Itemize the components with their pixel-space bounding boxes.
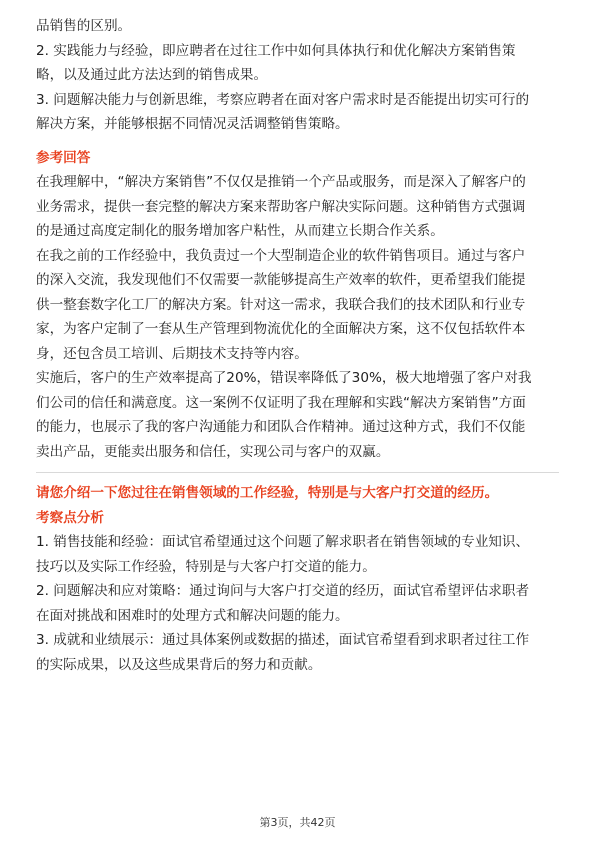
top-section [36,14,559,137]
text-line: 供一整套数字化工厂的解决方案。针对这一需求，我联合我们的技术团队和行业专 [36,296,526,313]
text-line: 在我之前的工作经验中，我负责过一个大型制造企业的软件销售项目。通过与客户 [36,247,526,264]
section-divider [36,472,559,473]
text-line: 3. 问题解决能力与创新思维，考察应聘者在面对客户需求时是否能提出切实可行的 [36,91,530,108]
analysis-heading: 考察点分析 [36,509,104,526]
text-line: 2. 实践能力与经验，即应聘者在过往工作中如何具体执行和优化解决方案销售策 [36,42,516,59]
text-line: 略，以及通过此方法达到的销售成果。 [36,67,268,83]
text-line: 3. 成就和业绩展示：通过具体案例或数据的描述，面试官希望看到求职者过往工作 [36,632,530,648]
answer-paragraph [36,244,559,367]
text-line: 的实际成果，以及这些成果背后的努力和贡献。 [36,656,322,673]
text-line: 的深入交流，我发现他们不仅需要一款能够提高生产效率的软件，更希望我们能提 [36,272,526,288]
text-line: 1. 销售技能和经验：面试官希望通过这个问题了解求职者在销售领域的专业知识、 [36,534,530,550]
text-line: 解决方案，并能够根据不同情况灵活调整销售策略。 [36,116,349,132]
reference-answer-heading: 参考回答 [36,149,91,166]
text-line: 在我理解中，“解决方案销售”不仅仅是推销一个产品或服务，而是深入了解客户的 [36,174,526,190]
page-number: 第3页，共42页 [259,816,336,829]
text-line: 的是通过高度定制化的服务增加客户粘性，从而建立长期合作关系。 [36,223,444,239]
text-line: 实施后，客户的生产效率提高了20%，错误率降低了30%，极大地增强了客户对我 [36,370,532,386]
interview-question: 请您介绍一下您过往在销售领域的工作经验，特别是与大客户打交道的经历。 [36,485,499,501]
text-line: 业务需求，提供一套完整的解决方案来帮助客户解决实际问题。这种销售方式强调 [36,198,526,215]
text-line: 们公司的信任和满意度。这一案例不仅证明了我在理解和实践“解决方案销售”方面 [36,394,526,411]
text-line: 在面对挑战和困难时的处理方式和解决问题的能力。 [36,607,349,624]
analysis-list [36,530,559,677]
text-line: 卖出产品，更能卖出服务和信任，实现公司与客户的双赢。 [36,443,390,460]
answer-paragraph [36,170,559,244]
text-line: 身，还包含员工培训、后期技术支持等内容。 [36,345,308,362]
text-line: 2. 问题解决和应对策略：通过询问与大客户打交道的经历，面试官希望评估求职者 [36,583,530,599]
text-line: 的能力，也展示了我的客户沟通能力和团队合作精神。通过这种方式，我们不仅能 [36,419,526,435]
document-page [36,14,559,677]
answer-paragraph [36,366,559,464]
text-line: 家，为客户定制了一套从生产管理到物流优化的全面解决方案，这不仅包括软件本 [36,321,526,337]
text-line: 技巧以及实际工作经验，特别是与大客户打交道的能力。 [36,558,376,575]
text-line: 品销售的区别。 [36,18,132,34]
